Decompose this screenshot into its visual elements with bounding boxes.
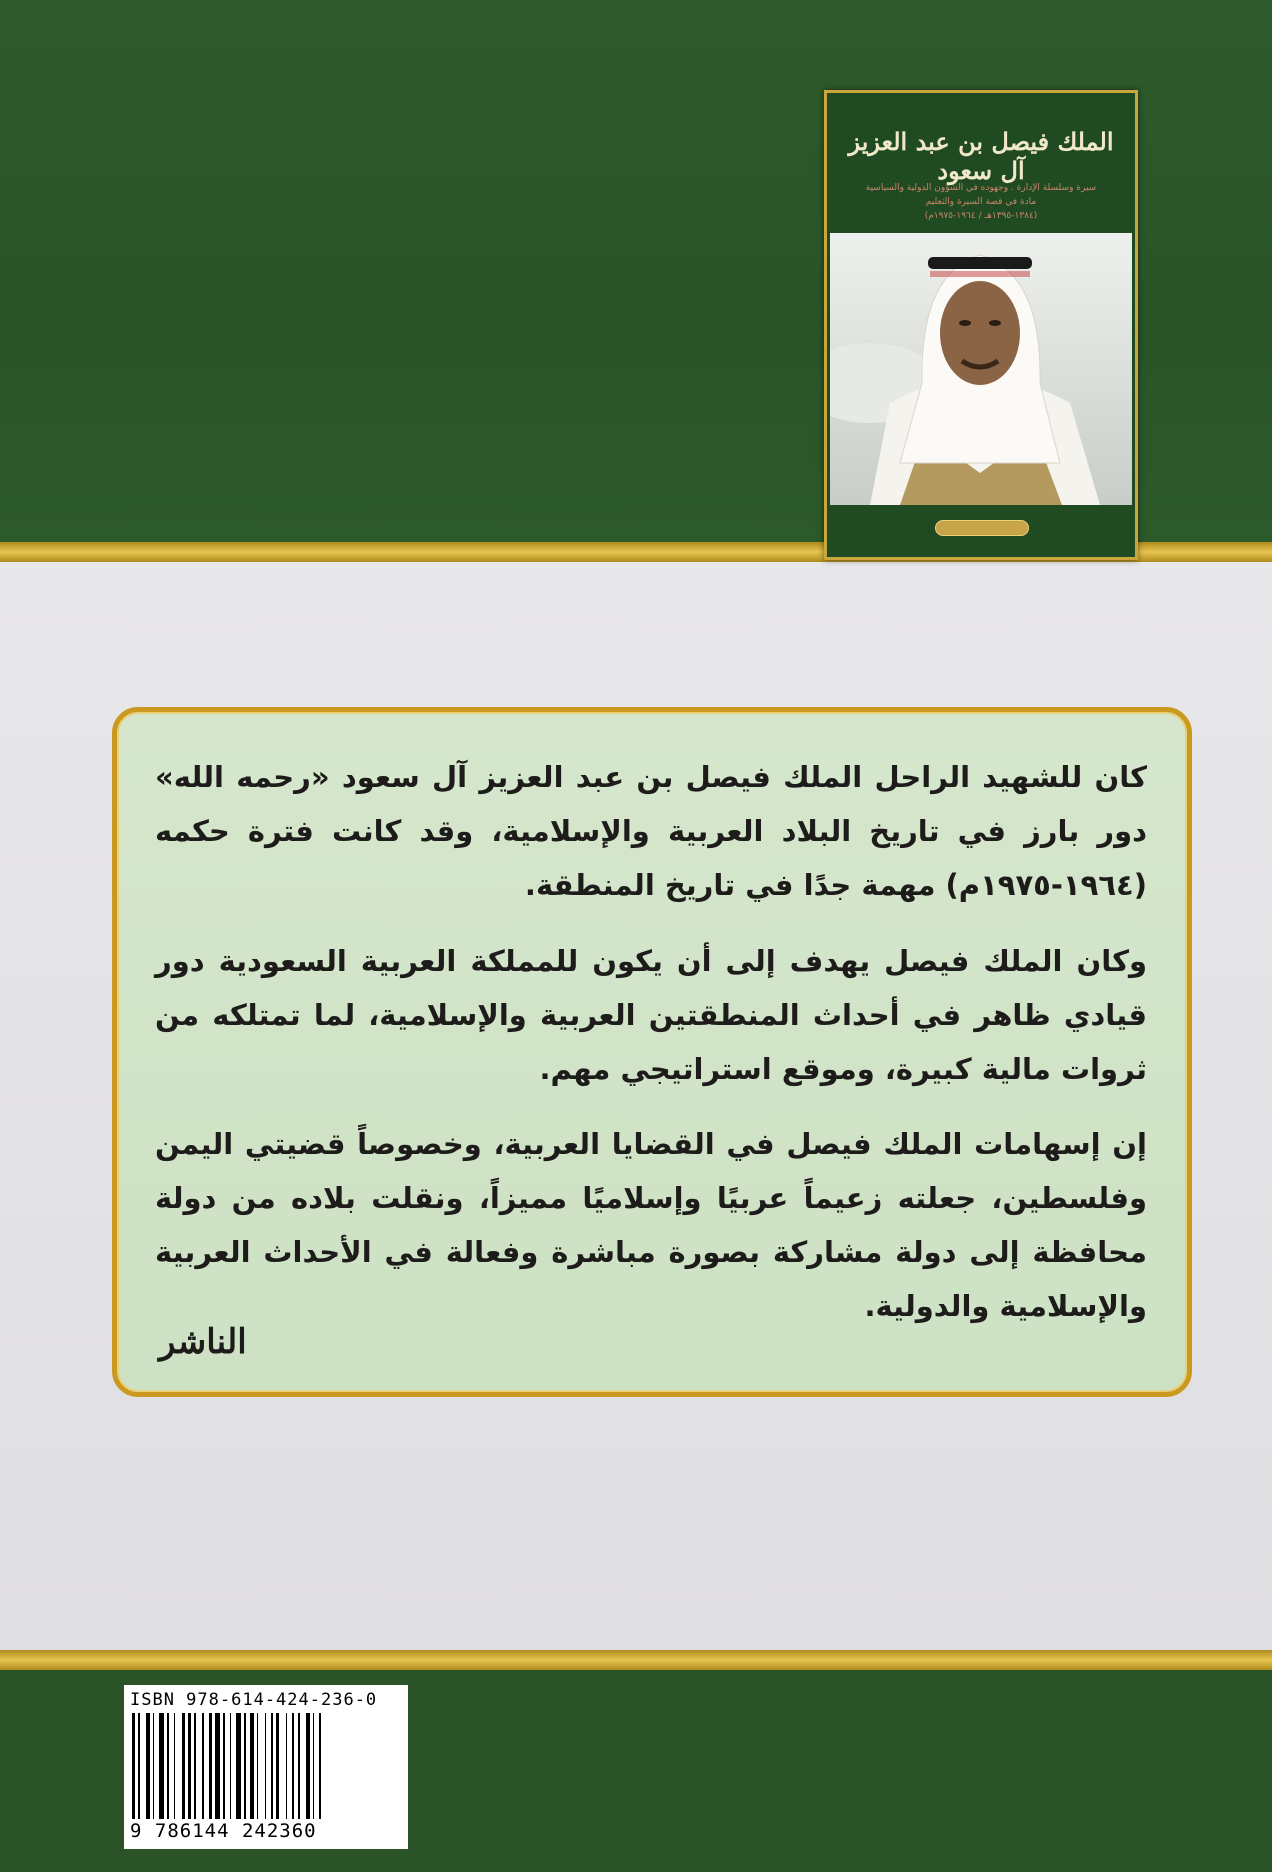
right-eye (989, 320, 1001, 326)
isbn-label: ISBN 978-614-424-236-0 (130, 1690, 378, 1710)
barcode-bars (130, 1713, 402, 1819)
left-eye (959, 320, 971, 326)
barcode-bar (271, 1713, 273, 1819)
barcode-bar (286, 1713, 288, 1819)
barcode-bar (244, 1713, 246, 1819)
barcode-bar (276, 1713, 279, 1819)
publisher-badge (935, 520, 1029, 536)
paragraph-1: كان للشهيد الراحل الملك فيصل بن عبد العزيز آل سعود «رحمه الله» دور بارز في تاريخ البلاد العربية والإسلامية، وقد كانت فترة حكمه (١٩٦٤-١٩٧٥م) مهمة جدًا في تاريخ المنطقة. (155, 760, 1147, 902)
barcode-bar (298, 1713, 300, 1819)
barcode-bar (138, 1713, 140, 1819)
barcode-bar (209, 1713, 212, 1819)
portrait-photo (830, 233, 1132, 505)
thumbnail-title: الملك فيصل بن عبد العزيز آل سعود (848, 127, 1114, 185)
barcode-bar (146, 1713, 149, 1819)
barcode-bar (223, 1713, 225, 1819)
barcode-bar (194, 1713, 196, 1819)
barcode-bar (313, 1713, 315, 1819)
barcode-bar (215, 1713, 220, 1819)
barcode-bar (230, 1713, 232, 1819)
barcode-digits: 9 786144 242360 (130, 1820, 317, 1842)
paragraph-3: إن إسهامات الملك فيصل في القضايا العربية، وخصوصاً قضيتي اليمن وفلسطين، جعلته زعيماً عربيًا وإسلاميًا مميزاً، ونقلت بلاده من دولة محافظة إلى دولة مشاركة بصورة مباشرة وفعالة في الأحداث العربية والإسلامية والدولية. (155, 1127, 1147, 1323)
barcode-bar (188, 1713, 191, 1819)
barcode-bar (257, 1713, 259, 1819)
thumbnail-subtitle-line: سيرة وسلسلة الإدارة . وجهوده في الشؤون الدولية والسياسية (865, 183, 1097, 193)
thumbnail-subtitle (841, 181, 1121, 223)
barcode-bar (132, 1713, 135, 1819)
barcode-bar (265, 1713, 267, 1819)
barcode-bar (319, 1713, 321, 1819)
barcode-bar (182, 1713, 185, 1819)
gold-stripe-bottom (0, 1650, 1272, 1670)
agal (928, 257, 1032, 269)
barcode-bar (306, 1713, 309, 1819)
portrait-illustration (830, 233, 1132, 505)
barcode-bar (167, 1713, 169, 1819)
barcode-bar (153, 1713, 155, 1819)
book-cover-thumbnail (824, 90, 1138, 560)
barcode-bar (202, 1713, 204, 1819)
thumbnail-subtitle-line: مادة في قصة السيرة والتعليم (925, 197, 1037, 207)
headband-pattern (930, 271, 1030, 277)
paragraph-2: وكان الملك فيصل يهدف إلى أن يكون للمملكة العربية السعودية دور قيادي ظاهر في أحداث المنطقتين العربية والإسلامية، لما تمتلكه من ثروات مالية كبيرة، وموقع استراتيجي مهم. (155, 944, 1147, 1086)
barcode-bar (174, 1713, 176, 1819)
barcode-bar (236, 1713, 241, 1819)
publisher-signature: الناشر (159, 1322, 247, 1362)
thumbnail-subtitle-line: (١٣٨٤-١٣٩٥هـ / ١٩٦٤-١٩٧٥م) (924, 211, 1038, 221)
barcode-bar (159, 1713, 164, 1819)
barcode-bar (292, 1713, 294, 1819)
back-cover-text-box (112, 707, 1192, 1397)
barcode-bar (250, 1713, 253, 1819)
isbn-barcode (124, 1685, 408, 1849)
